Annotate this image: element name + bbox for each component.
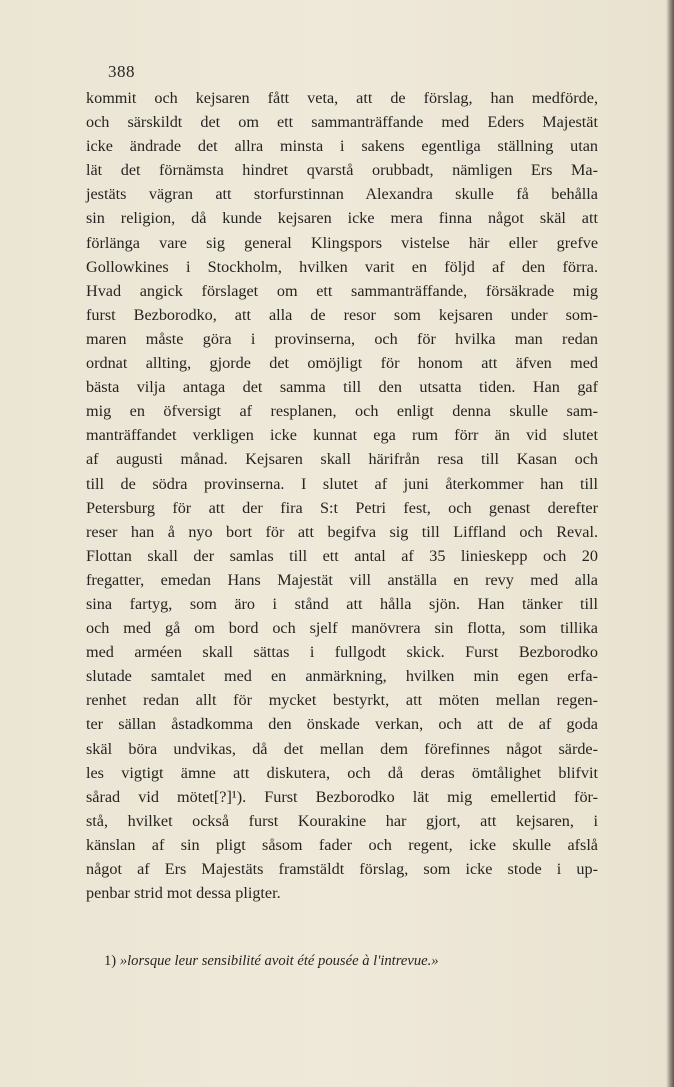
text-line: sårad vid mötet[?]¹). Furst Bezborodko lät mig emellertid för-: [86, 787, 598, 806]
footnote-text: »lorsque leur sensibilité avoit été pousée à l'intrevue.»: [119, 953, 439, 969]
text-line: till de södra provinserna. I slutet af juni återkommer han till: [86, 474, 598, 493]
text-line: Gollowkines i Stockholm, hvilken varit en följd af den förra.: [86, 257, 598, 276]
text-line: bästa vilja antaga det samma till den utsatta tiden. Han gaf: [86, 378, 598, 397]
footnote-marker: 1): [104, 953, 117, 969]
body-text: [86, 86, 598, 905]
text-line: och särskildt det om ett sammanträffande med Eders Majestät: [86, 113, 598, 132]
page-edge-shadow: [666, 0, 674, 1087]
text-line: kommit och kejsaren fått veta, att de förslag, han medförde,: [86, 89, 598, 107]
text-line: Flottan skall der samlas till ett antal af 35 linieskepp och 20: [86, 546, 598, 565]
text-line: Hvad angick förslaget om ett sammanträffande, försäkrade mig: [86, 281, 598, 300]
text-line: jestäts vägran att storfurstinnan Alexandra skulle få behålla: [86, 185, 598, 204]
text-line: penbar strid mot dessa pligter.: [86, 884, 281, 903]
text-line: sina fartyg, som äro i stånd att hålla sjön. Han tänker till: [86, 594, 598, 613]
text-line: af augusti månad. Kejsaren skall härifrån resa till Kasan och: [86, 450, 598, 469]
footnote: [104, 951, 624, 971]
text-line: slutade samtalet med en anmärkning, hvilken min egen erfa-: [86, 667, 598, 686]
text-line: reser han å nyo bort för att begifva sig till Liffland och Reval.: [86, 522, 598, 541]
page-number: 388: [108, 62, 135, 81]
text-line: mig en öfversigt af resplanen, och enligt denna skulle sam-: [86, 402, 598, 421]
text-line: renhet redan allt för mycket bestyrkt, att möten mellan regen-: [86, 691, 598, 710]
text-line: icke ändrade det allra minsta i sakens egentliga ställning utan: [86, 137, 598, 156]
text-line: skäl böra undvikas, då det mellan dem förefinnes något särde-: [86, 739, 598, 758]
text-line: Petersburg för att der fira S:t Petri fest, och genast derefter: [86, 498, 598, 517]
text-line: stå, hvilket också furst Kourakine har gjort, att kejsaren, i: [86, 811, 598, 830]
text-line: maren måste göra i provinserna, och för hvilka man redan: [86, 329, 598, 348]
text-line: känslan af sin pligt såsom fader och regent, icke skulle afslå: [86, 835, 598, 854]
text-line: med arméen skall sättas i fullgodt skick. Furst Bezborodko: [86, 643, 598, 662]
text-line: fregatter, emedan Hans Majestät vill anställa en revy med alla: [86, 570, 598, 589]
text-line: ordnat allting, gjorde det omöjligt för honom att äfven med: [86, 354, 598, 373]
text-line: något af Ers Majestäts framstäldt förslag, som icke stode i up-: [86, 860, 598, 878]
text-line: och med gå om bord och sjelf manövrera sin flotta, som tillika: [86, 619, 598, 638]
text-line: sin religion, då kunde kejsaren icke mera finna något skäl att: [86, 209, 598, 228]
text-line: les vigtigt ämne att diskutera, och då deras ömtålighet blifvit: [86, 763, 598, 782]
text-line: ter sällan åstadkomma den önskade verkan, och att de af goda: [86, 715, 598, 734]
text-line: lät det förnämsta hindret qvarstå orubbadt, nämligen Ers Ma-: [86, 161, 598, 180]
text-line: furst Bezborodko, att alla de resor som kejsaren under som-: [86, 305, 598, 324]
text-line: manträffandet verkligen icke kunnat ega rum förr än vid slutet: [86, 426, 598, 445]
text-line: förlänga vare sig general Klingspors vistelse här eller grefve: [86, 233, 598, 252]
